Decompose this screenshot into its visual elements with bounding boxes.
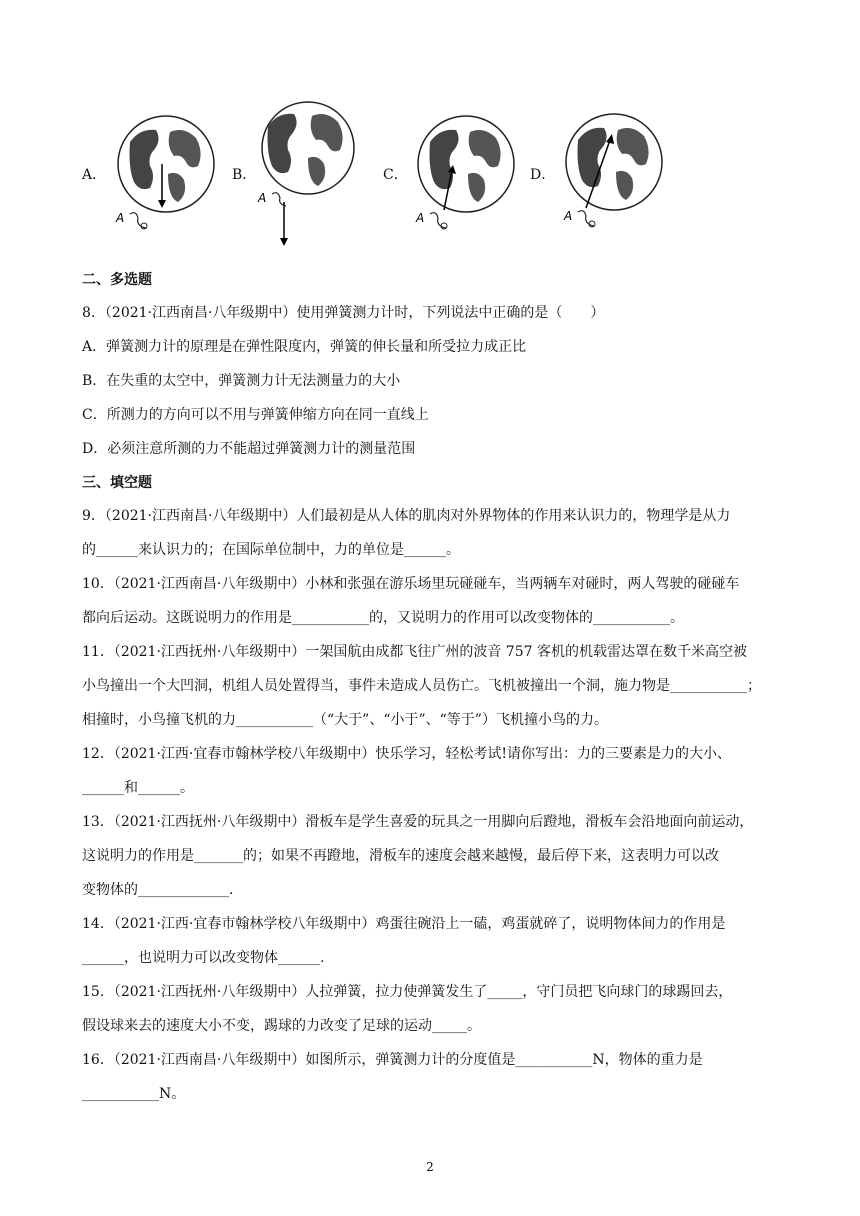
option-c-label: C． [383, 167, 408, 183]
q11-line-3: 相撞时，小鸟撞飞机的力___________（“大于”、“小于”、“等于”）飞机撞小鸟的力。 [82, 712, 608, 728]
q14-line-2: ______，也说明力可以改变物体______. [82, 950, 325, 966]
option-b-label: B． [232, 167, 257, 183]
globe-arrow-up-diagonal-icon [556, 110, 668, 232]
q9-line-2: 的______来认识力的；在国际单位制中，力的单位是______。 [82, 542, 460, 558]
q16-line-1: 16．（2021·江西南昌·八年级期中）如图所示，弹簧测力计的分度值是___________N，物体的重力是 [82, 1052, 703, 1068]
marker-b-text: A [258, 191, 267, 205]
q16-line-2: ___________N。 [82, 1086, 186, 1102]
option-a-label: A． [82, 167, 107, 183]
section-fill-blank-title: 三、填空题 [82, 475, 152, 491]
q8-option-b: B．在失重的太空中，弹簧测力计无法测量力的大小 [82, 373, 401, 389]
q10-line-2: 都向后运动。这既说明力的作用是___________的，又说明力的作用可以改变物体的___________。 [82, 610, 684, 626]
q10-line-1: 10．（2021·江西南昌·八年级期中）小林和张强在游乐场里玩碰碰车，当两辆车对碰时，两人驾驶的碰碰车 [82, 576, 740, 592]
globe-arrow-up-icon [408, 112, 520, 232]
q8-stem: 8．（2021·江西南昌·八年级期中）使用弹簧测力计时，下列说法中正确的是（ ） [82, 305, 605, 321]
q13-line-3: 变物体的_____________. [82, 882, 234, 898]
q11-line-1: 11．（2021·江西抚州·八年级期中）一架国航由成都飞往广州的波音 757 客机的机载雷达罩在数千米高空被 [82, 644, 747, 660]
q13-line-1: 13．（2021·江西抚州·八年级期中）滑板车是学生喜爱的玩具之一用脚向后蹬地，滑板车会沿地面向前运动， [82, 814, 754, 830]
q14-line-1: 14．（2021·江西·宜春市翰林学校八年级期中）鸡蛋往碗沿上一磕，鸡蛋就碎了，说明物体间力的作用是 [82, 916, 726, 932]
q15-line-2: 假设球来去的速度大小不变，踢球的力改变了足球的运动_____。 [82, 1018, 481, 1034]
q15-line-1: 15．（2021·江西抚州·八年级期中）人拉弹簧，拉力使弹簧发生了_____，守门员把飞向球门的球踢回去， [82, 984, 733, 1000]
q11-line-2: 小鸟撞出一个大凹洞，机组人员处置得当，事件未造成人员伤亡。飞机被撞出一个洞，施力物是___________； [82, 678, 761, 694]
q12-line-1: 12．（2021·江西·宜春市翰林学校八年级期中）快乐学习，轻松考试!请你写出：力的三要素是力的大小、 [82, 746, 731, 762]
marker-d-text: A [564, 209, 573, 223]
q9-line-1: 9．（2021·江西南昌·八年级期中）人们最初是从人体的肌肉对外界物体的作用来认识力的，物理学是从力 [82, 508, 731, 524]
q8-option-d: D．必须注意所测的力不能超过弹簧测力计的测量范围 [82, 441, 416, 457]
globe-arrow-down-outside-icon [108, 112, 220, 232]
q8-option-c: C．所测力的方向可以不用与弹簧伸缩方向在同一直线上 [82, 407, 429, 423]
q8-option-a: A．弹簧测力计的原理是在弹性限度内，弹簧的伸长量和所受拉力成正比 [82, 339, 527, 355]
option-d-label: D． [530, 167, 556, 183]
q13-line-2: 这说明力的作用是_______的；如果不再蹬地，滑板车的速度会越来越慢，最后停下来，这表明力可以改 [82, 848, 719, 864]
marker-a-text: A [116, 211, 125, 225]
globe-arrow-down-far-icon [250, 98, 360, 250]
q12-line-2: ______和______。 [82, 780, 194, 796]
section-multiple-choice-title: 二、多选题 [82, 272, 152, 288]
marker-c-text: A [416, 211, 425, 225]
page-number: 2 [426, 1160, 434, 1174]
